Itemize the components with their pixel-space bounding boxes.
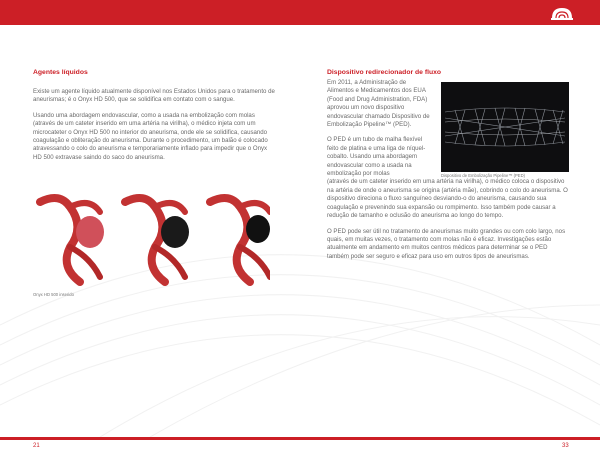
paragraph: O PED é um tubo de malha flexível feito de platina e uma liga de níquel-cobalto. Usando uma abordagem endovascular como a usada na embolização por molas [327, 136, 426, 178]
stent-image [441, 82, 569, 172]
section-heading: Dispositivo redirecionador de fluxo [327, 69, 442, 76]
brain-logo-icon [550, 4, 574, 22]
paragraph: O PED pode ser útil no tratamento de aneurismas muito grandes ou com colo largo, nos quais, em muitas vezes, o tratamento com molas não é eficaz. Investigações estão atualmente em andamento em muitos centros médicos para determinar se o PED também pode ser seguro e eficaz para uso em outros tipos de aneurismas. [327, 227, 566, 260]
page-number: 21 [33, 443, 40, 449]
left-column [33, 68, 276, 169]
section-heading: Agentes líquidos [33, 69, 88, 76]
footer-bar [0, 437, 600, 440]
aneurysm-illustration [30, 187, 270, 287]
stent-caption: Dispositivo de Embolização Pipeline™ (PED) [441, 173, 526, 178]
page-number: 33 [562, 443, 569, 449]
header-bar [0, 0, 600, 25]
paragraph: (através de um cateter inserido em uma artéria na virilha), o médico coloca o dispositivo na artéria de onde o aneurisma se origina (artéria mãe), cobrindo o colo do aneurisma. O dispositivo direciona o fluxo sanguíneo desviando-o do aneurisma, causando sua coagulação e prevenindo sua expansão ou rompimento. Isso também pode causar a redução de tamanho e oclusão do aneurisma ao longo do tempo. [327, 178, 568, 220]
paragraph: Em 2011, a Administração de Alimentos e Medicamentos dos EUA (Food and Drug Administration, FDA) aprovou um novo dispositivo endovascular chamado Dispositivo de Embolização Pipeline™ (PED). [327, 79, 430, 129]
paragraph: Existe um agente líquido atualmente disponível nos Estados Unidos para o tratamento de aneurismas; é o Onyx HD 500, que se solidifica em contato com o sangue. [33, 88, 275, 104]
paragraph: Usando uma abordagem endovascular, como a usada na embolização com molas (através de um cateter inserido em uma artéria na virilha), o médico injeta com um microcateter o Onyx HD 500 no interior do aneurisma, onde ele se solidifica, causando coagulação e obliteração do aneurisma. Durante o procedimento, um balão é colocado atravessando o colo do aneurisma e temporariamente inflado para impedir que o Onyx HD 500 extravase saindo do saco do aneurisma. [33, 111, 268, 161]
illustration-caption: Onyx HD 500 inserido [33, 292, 74, 297]
narrow-text-block [327, 79, 433, 178]
